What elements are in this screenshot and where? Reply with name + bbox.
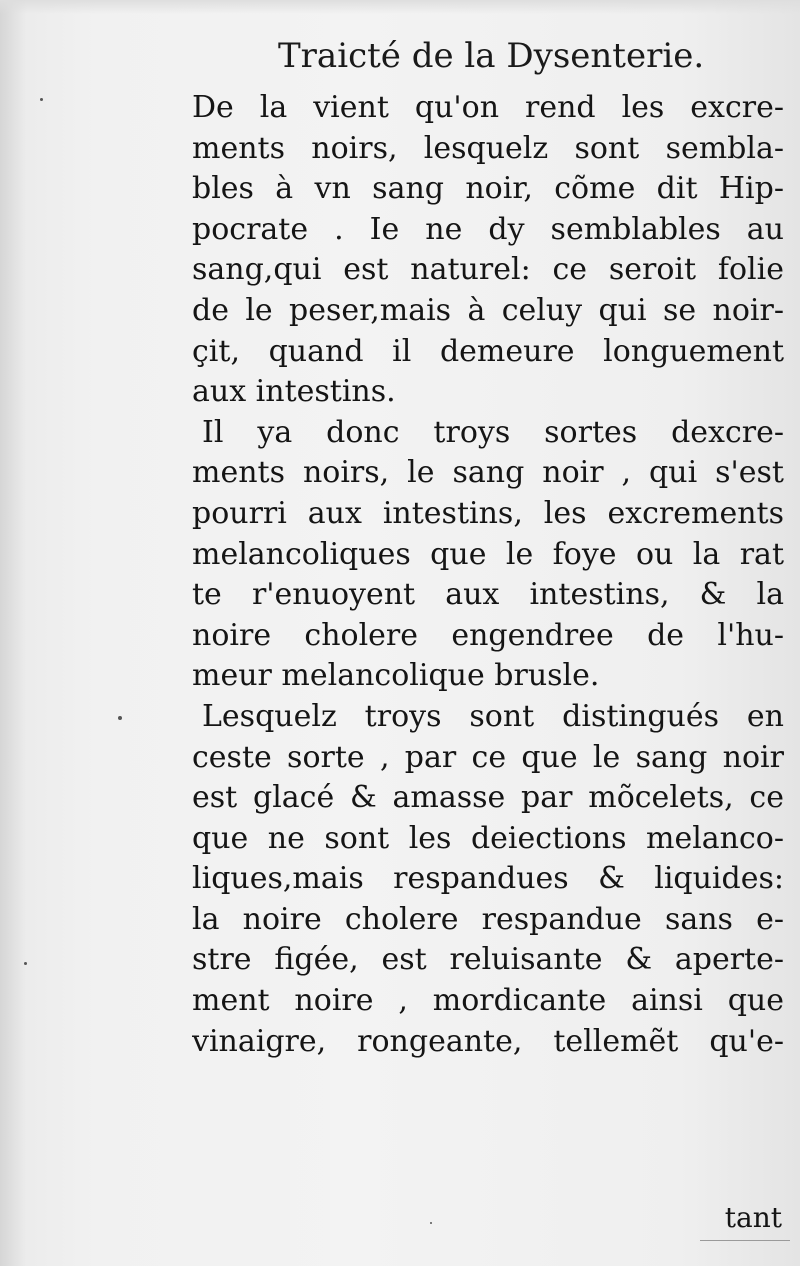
text-line: Il ya donc troys sortes dexcre- — [202, 414, 784, 450]
text-line: bles à vn sang noir, cõme dit Hip- — [192, 171, 784, 207]
gutter-shadow — [0, 0, 26, 1266]
body-text — [192, 88, 784, 1062]
text-line: noire cholere engendree de l'hu- — [192, 617, 784, 653]
text-line: de le peser,mais à celuy qui se noir- — [192, 292, 784, 328]
text-line: que ne sont les deiections melanco- — [192, 820, 784, 856]
text-line: Lesquelz troys sont distingués en — [202, 698, 784, 734]
paper-speck — [430, 1222, 432, 1224]
text-line: meur melancolique brusle. — [192, 658, 600, 694]
paper-speck — [118, 716, 122, 720]
text-line: pourri aux intestins, les excrements — [192, 495, 784, 531]
text-line: sang,qui est naturel: ce seroit folie — [192, 252, 784, 288]
text-line: ments noirs, lesquelz sont sembla- — [192, 130, 784, 166]
text-line: ment noire , mordicante ainsi que — [192, 983, 784, 1019]
text-line: la noire cholere respandue sans e- — [192, 901, 784, 937]
text-line: aux intestins. — [192, 374, 396, 410]
catchword-rule — [700, 1240, 790, 1241]
text-line: stre figée, est reluisante & aperte- — [192, 942, 784, 978]
paper-speck — [24, 962, 27, 965]
text-line: ceste sorte , par ce que le sang noir — [192, 739, 784, 775]
text-line: liques,mais respandues & liquides: — [192, 861, 784, 897]
text-line: ments noirs, le sang noir , qui s'est — [192, 455, 784, 491]
running-head: Traicté de la Dysenterie. — [278, 36, 705, 76]
catchword: tant — [724, 1201, 782, 1234]
text-line: est glacé & amasse par mõcelets, ce — [192, 780, 784, 816]
text-line: De la vient qu'on rend les excre- — [192, 90, 784, 125]
paper-speck — [40, 98, 43, 101]
text-line: vinaigre, rongeante, tellemẽt qu'e- — [192, 1023, 784, 1059]
top-edge-shadow — [0, 0, 800, 14]
text-line: çit, quand il demeure longuement — [192, 333, 784, 369]
text-line: te r'enuoyent aux intestins, & la — [192, 577, 784, 613]
text-line: melancoliques que le foye ou la rat — [192, 536, 784, 572]
text-line: pocrate . Ie ne dy semblables au — [192, 211, 784, 247]
